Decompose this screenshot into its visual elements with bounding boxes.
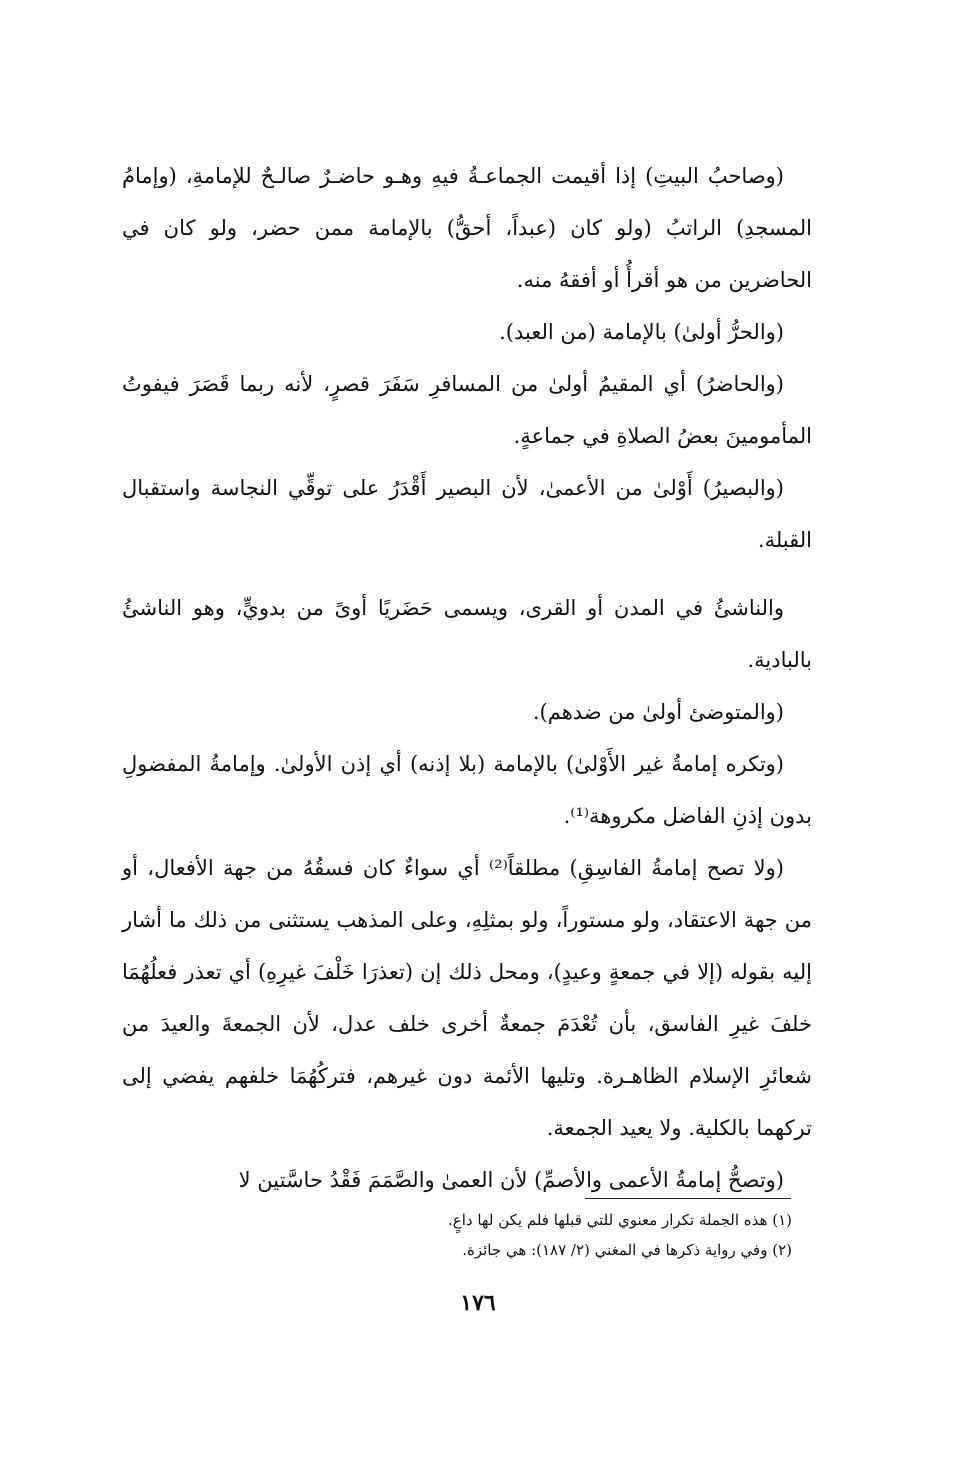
paragraph-disliked-imamate: (وتكره إمامةُ غير الأَوْلىٰ) بالإمامة (بلا إذنه) أي إذن الأولىٰ. وإمامةُ المفضولِ بدون إذنِ الفاضل مكروهة⁽¹⁾. — [122, 752, 812, 828]
main-text — [122, 150, 812, 1206]
paragraph-blind-deaf: (وتصحُّ إمامةُ الأعمى والأصمِّ) لأن العمىٰ والصَّمَمَ فَقْدُ حاسَّتين لا — [238, 1168, 784, 1192]
paragraph-gap — [122, 566, 812, 582]
paragraph-resident: (والحاضرُ) أي المقيمُ أولىٰ من المسافرِ سَفَرَ قصرٍ، لأنه ربما قَصَرَ فيفوتُ المأمومينَ بعضُ الصلاةِ في جماعةٍ. — [122, 372, 812, 448]
page-number: ١٧٦ — [460, 1290, 496, 1316]
paragraph-host: (وصاحبُ البيتِ) إذا أقيمت الجماعـةُ فيهِ وهـو حاضـرٌ صالـحٌ للإمامةِ، (وإمامُ المسجدِ) الراتبُ (ولو كان (عبداً، أحقُّ) بالإمامة ممن حضر، ولو كان في الحاضرين من هو أقرأُ أو أفقهُ منه. — [122, 164, 812, 292]
paragraph-urban: والناشئُ في المدن أو القرى، ويسمى حَضَريًا أوىً من بدويٍّ، وهو الناشئُ بالبادية. — [122, 596, 812, 672]
footnote-2: (٢) وفي رواية ذكرها في المغني (٢/ ١٨٧): هي جائزة. — [462, 1241, 792, 1259]
footnotes — [300, 1205, 792, 1265]
footnote-divider — [585, 1198, 791, 1199]
paragraph-sinner-imamate: (ولا تصح إمامةُ الفاسِقِ) مطلقاً⁽²⁾ أي سواءٌ كان فسقُهُ من جهة الأفعال، أو من جهة الاعتقاد، ولو مستوراً، ولو بمثلِهِ، وعلى المذهب يستثنى من ذلك ما أشار إليه بقوله (إلا في جمعةٍ وعيدٍ)، ومحل ذلك إن (تعذرَا خَلْفَ غيرِهِ) أي تعذر فعلُهُمَا خلفَ غيرِ الفاسق، بأن تُعْدَمَ جمعةٌ أخرى خلف عدل، لأن الجمعةَ والعيدَ من شعائرِ الإسلام الظاهـرة. وتليها الأئمة دون غيرهم، فتركُهُمَا خلفهم يفضي إلى تركهما بالكلية. ولا يعيد الجمعة. — [122, 856, 812, 1140]
paragraph-sighted: (والبصيرُ) أَوْلىٰ من الأعمىٰ، لأن البصير أَقْدَرُ على توقِّي النجاسة واستقبال القبلة. — [122, 476, 812, 552]
paragraph-ablution: (والمتوضئ أولىٰ من ضدهم). — [532, 700, 784, 724]
paragraph-free-man: (والحرُّ أولىٰ) بالإمامة (من العبد). — [499, 320, 784, 344]
footnote-1: (١) هذه الجملة تكرار معنوي للتي قبلها فلم يكن لها داعٍ. — [448, 1211, 792, 1229]
